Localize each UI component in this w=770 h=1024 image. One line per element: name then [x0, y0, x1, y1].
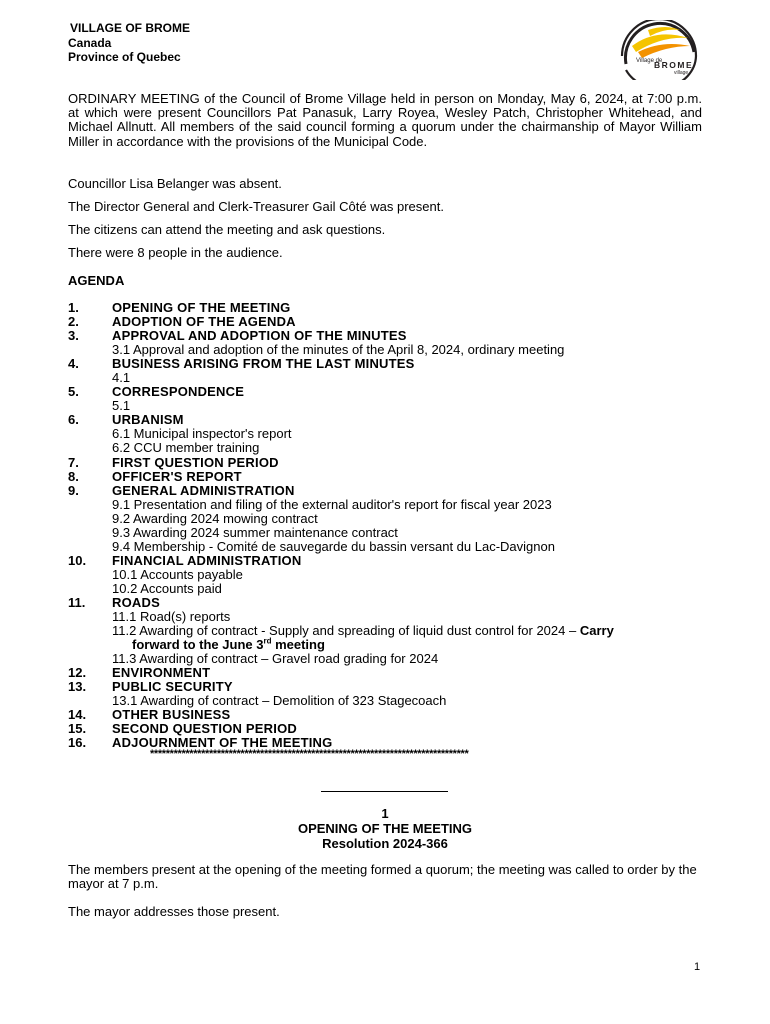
- agenda-item-title: FIRST QUESTION PERIOD: [112, 454, 279, 470]
- absent-statement: Councillor Lisa Belanger was absent.: [68, 176, 282, 191]
- agenda-subitem: 10.1 Accounts payable: [112, 566, 243, 582]
- agenda-item-number: 2.: [68, 314, 79, 330]
- meeting-intro-paragraph: ORDINARY MEETING of the Council of Brome Village held in person on Monday, May 6, 2024, at 7:00 p.m. at which were present Councillors Pat Panasuk, Larry Royea, Wesley Patch, Christopher Whitehead, and Michael Allnutt. All members of the said council forming a quorum under the chairmanship of Mayor William Miller in accordance with the provisions of the Municipal Code.: [68, 91, 702, 149]
- brome-village-logo: [618, 20, 700, 80]
- agenda-item-title: URBANISM: [112, 412, 184, 428]
- ordinal-suffix: rd: [263, 636, 272, 646]
- agenda-item: [68, 722, 718, 736]
- agenda-item-title: CORRESPONDENCE: [112, 384, 245, 400]
- carry-forward-text: forward to the June 3: [132, 637, 264, 653]
- agenda-subitem: 13.1 Awarding of contract – Demolition of 323 Stagecoach: [112, 693, 447, 709]
- agenda-item-title: ENVIRONMENT: [112, 665, 211, 681]
- carry-forward-meeting: meeting: [271, 637, 325, 653]
- agenda-item-number: 3.: [68, 328, 79, 344]
- agenda-list: [68, 301, 718, 751]
- agenda-item-title: BUSINESS ARISING FROM THE LAST MINUTES: [112, 356, 415, 372]
- country: Canada: [68, 35, 112, 50]
- agenda-item-number: 12.: [68, 665, 87, 681]
- agenda-item: [68, 666, 718, 680]
- agenda-item-title: APPROVAL AND ADOPTION OF THE MINUTES: [112, 328, 407, 344]
- agenda-item: [68, 554, 718, 568]
- agenda-item: [68, 470, 718, 484]
- agenda-item-number: 11.: [68, 594, 86, 610]
- province: Province of Quebec: [68, 50, 181, 64]
- section-heading: [0, 806, 770, 851]
- agenda-subitem: 6.2 CCU member training: [112, 440, 260, 456]
- agenda-item: [68, 329, 718, 343]
- resolution-number: Resolution 2024-366: [322, 836, 448, 851]
- agenda-item-number: 7.: [68, 454, 79, 470]
- svg-text:Village de: Village de: [636, 58, 663, 64]
- agenda-item-title: FINANCIAL ADMINISTRATION: [112, 552, 302, 568]
- agenda-subitem: 9.2 Awarding 2024 mowing contract: [112, 510, 318, 526]
- agenda-subitem-continuation: [68, 638, 718, 652]
- agenda-item-number: 13.: [68, 679, 87, 695]
- agenda-item-number: 14.: [68, 707, 87, 723]
- agenda-item-title: PUBLIC SECURITY: [112, 679, 233, 695]
- agenda-item: [68, 680, 718, 694]
- agenda-subitem: 10.2 Accounts paid: [112, 580, 222, 596]
- agenda-subitem: 9.1 Presentation and filing of the external auditor's report for fiscal year 2023: [112, 496, 552, 512]
- agenda-item-title: OTHER BUSINESS: [112, 707, 231, 723]
- agenda-subitem: 3.1 Approval and adoption of the minutes of the April 8, 2024, ordinary meeting: [112, 342, 565, 358]
- agenda-item: [68, 413, 718, 427]
- agenda-item: [68, 456, 718, 470]
- agenda-item-number: 5.: [68, 384, 79, 400]
- agenda-item-title: OFFICER'S REPORT: [112, 468, 242, 484]
- agenda-item-number: 6.: [68, 412, 79, 428]
- agenda-item-title: SECOND QUESTION PERIOD: [112, 721, 297, 737]
- agenda-heading: AGENDA: [68, 273, 125, 288]
- agenda-subitem: 11.3 Awarding of contract – Gravel road grading for 2024: [112, 651, 439, 667]
- agenda-item-title: OPENING OF THE MEETING: [112, 300, 291, 315]
- director-statement: The Director General and Clerk-Treasurer Gail Côté was present.: [68, 199, 444, 214]
- document-header: [68, 21, 190, 65]
- agenda-item-title: ADJOURNMENT OF THE MEETING: [112, 735, 333, 751]
- agenda-item: [68, 315, 718, 329]
- citizens-statement: The citizens can attend the meeting and ask questions.: [68, 222, 386, 237]
- section-title: OPENING OF THE MEETING: [297, 821, 473, 836]
- agenda-subitem: 5.1: [112, 398, 131, 414]
- page-number: 1: [694, 961, 701, 973]
- section-number: 1: [381, 806, 389, 821]
- agenda-item-number: 1.: [68, 300, 79, 315]
- section-divider: [321, 791, 448, 792]
- agenda-subitem: 11.1 Road(s) reports: [112, 609, 231, 625]
- asterisk-separator: *********************************************************************************: [150, 748, 469, 760]
- agenda-subitem: 4.1: [112, 370, 131, 386]
- agenda-item: [68, 484, 718, 498]
- opening-paragraph: The members present at the opening of the meeting formed a quorum; the meeting was called to order by the mayor at 7 p.m.: [68, 862, 697, 892]
- agenda-subitem: 9.4 Membership - Comité de sauvegarde du bassin versant du Lac-Davignon: [112, 538, 555, 554]
- agenda-item-number: 8.: [68, 468, 79, 484]
- agenda-item-number: 9.: [68, 482, 79, 498]
- agenda-item-title: ADOPTION OF THE AGENDA: [112, 314, 296, 330]
- agenda-item: [68, 357, 718, 371]
- agenda-item: [68, 596, 718, 610]
- audience-statement: There were 8 people in the audience.: [68, 245, 283, 260]
- agenda-item: [68, 301, 718, 315]
- agenda-item: [68, 708, 718, 722]
- village-name: VILLAGE OF BROME: [70, 21, 190, 35]
- agenda-subitem-text: 11.2 Awarding of contract - Supply and spreading of liquid dust control for 2024 –: [112, 623, 580, 639]
- agenda-item-number: 16.: [68, 735, 87, 751]
- mayor-address-paragraph: The mayor addresses those present.: [68, 904, 280, 919]
- agenda-item-title: GENERAL ADMINISTRATION: [112, 482, 295, 498]
- agenda-item: [68, 385, 718, 399]
- svg-text:village: village: [674, 70, 689, 76]
- agenda-item-number: 15.: [68, 721, 87, 737]
- agenda-item-title: ROADS: [112, 594, 160, 610]
- agenda-item-number: 10.: [68, 552, 87, 568]
- carry-forward-note: Carry: [579, 623, 614, 639]
- svg-text:BROME: BROME: [654, 60, 694, 70]
- agenda-subitem: 6.1 Municipal inspector's report: [112, 426, 292, 442]
- agenda-subitem: 9.3 Awarding 2024 summer maintenance contract: [112, 524, 398, 540]
- agenda-item-number: 4.: [68, 356, 79, 372]
